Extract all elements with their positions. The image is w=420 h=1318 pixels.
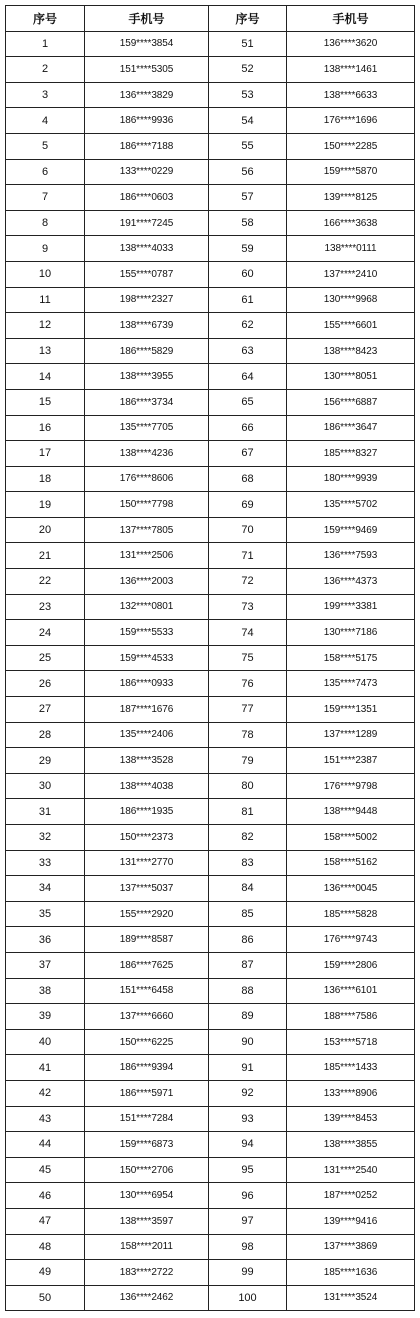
phone-right-cell: 185****1636 — [287, 1260, 415, 1286]
phone-left-cell: 159****6873 — [85, 1132, 209, 1158]
phone-right-cell: 156****6887 — [287, 389, 415, 415]
index-right-cell: 51 — [209, 31, 287, 57]
index-right-cell: 97 — [209, 1208, 287, 1234]
phone-left-cell: 138****6739 — [85, 313, 209, 339]
phone-left-cell: 131****2506 — [85, 543, 209, 569]
phone-left-cell: 186****0933 — [85, 671, 209, 697]
index-left-cell: 12 — [6, 313, 85, 339]
header-index-left: 序号 — [6, 6, 85, 32]
index-left-cell: 4 — [6, 108, 85, 134]
phone-right-cell: 137****3869 — [287, 1234, 415, 1260]
index-left-cell: 9 — [6, 236, 85, 262]
phone-right-cell: 139****8125 — [287, 185, 415, 211]
phone-left-cell: 133****0229 — [85, 159, 209, 185]
phone-left-cell: 138****4236 — [85, 441, 209, 467]
table-row — [6, 338, 415, 364]
index-right-cell: 93 — [209, 1106, 287, 1132]
phone-right-cell: 137****2410 — [287, 261, 415, 287]
table-row — [6, 159, 415, 185]
phone-left-cell: 155****2920 — [85, 901, 209, 927]
index-left-cell: 38 — [6, 978, 85, 1004]
table-row — [6, 364, 415, 390]
phone-left-cell: 137****6660 — [85, 1004, 209, 1030]
table-row — [6, 389, 415, 415]
phone-right-cell: 136****6101 — [287, 978, 415, 1004]
table-row — [6, 697, 415, 723]
index-right-cell: 100 — [209, 1285, 287, 1311]
index-right-cell: 75 — [209, 645, 287, 671]
table-row — [6, 287, 415, 313]
index-right-cell: 87 — [209, 952, 287, 978]
index-right-cell: 81 — [209, 799, 287, 825]
phone-right-cell: 185****1433 — [287, 1055, 415, 1081]
table-row — [6, 492, 415, 518]
index-right-cell: 80 — [209, 773, 287, 799]
table-row — [6, 978, 415, 1004]
table-row — [6, 1260, 415, 1286]
index-left-cell: 42 — [6, 1080, 85, 1106]
index-left-cell: 32 — [6, 825, 85, 851]
index-right-cell: 58 — [209, 210, 287, 236]
phone-left-cell: 151****5305 — [85, 57, 209, 83]
index-right-cell: 85 — [209, 901, 287, 927]
index-left-cell: 49 — [6, 1260, 85, 1286]
index-left-cell: 1 — [6, 31, 85, 57]
index-right-cell: 91 — [209, 1055, 287, 1081]
table-row — [6, 133, 415, 159]
table-row — [6, 594, 415, 620]
phone-right-cell: 135****7473 — [287, 671, 415, 697]
index-left-cell: 33 — [6, 850, 85, 876]
phone-right-cell: 138****0111 — [287, 236, 415, 262]
phone-left-cell: 159****4533 — [85, 645, 209, 671]
phone-left-cell: 138****3528 — [85, 748, 209, 774]
index-left-cell: 3 — [6, 82, 85, 108]
table-row — [6, 850, 415, 876]
phone-left-cell: 137****5037 — [85, 876, 209, 902]
phone-right-cell: 138****9448 — [287, 799, 415, 825]
index-left-cell: 10 — [6, 261, 85, 287]
index-left-cell: 22 — [6, 569, 85, 595]
phone-right-cell: 153****5718 — [287, 1029, 415, 1055]
table-row — [6, 236, 415, 262]
phone-right-cell: 188****7586 — [287, 1004, 415, 1030]
phone-right-cell: 137****1289 — [287, 722, 415, 748]
phone-left-cell: 130****6954 — [85, 1183, 209, 1209]
table-row — [6, 952, 415, 978]
index-right-cell: 99 — [209, 1260, 287, 1286]
table-row — [6, 1183, 415, 1209]
phone-left-cell: 186****0603 — [85, 185, 209, 211]
index-right-cell: 65 — [209, 389, 287, 415]
phone-right-cell: 158****5002 — [287, 825, 415, 851]
index-left-cell: 6 — [6, 159, 85, 185]
index-left-cell: 19 — [6, 492, 85, 518]
table-row — [6, 722, 415, 748]
phone-right-cell: 138****3855 — [287, 1132, 415, 1158]
table-row — [6, 1234, 415, 1260]
phone-right-cell: 185****8327 — [287, 441, 415, 467]
phone-left-cell: 189****8587 — [85, 927, 209, 953]
index-right-cell: 88 — [209, 978, 287, 1004]
phone-right-cell: 136****0045 — [287, 876, 415, 902]
index-right-cell: 60 — [209, 261, 287, 287]
phone-right-cell: 136****4373 — [287, 569, 415, 595]
phone-left-cell: 138****3597 — [85, 1208, 209, 1234]
phone-right-cell: 136****7593 — [287, 543, 415, 569]
phone-right-cell: 130****9968 — [287, 287, 415, 313]
index-right-cell: 78 — [209, 722, 287, 748]
index-right-cell: 98 — [209, 1234, 287, 1260]
table-row — [6, 108, 415, 134]
index-left-cell: 11 — [6, 287, 85, 313]
index-left-cell: 16 — [6, 415, 85, 441]
index-left-cell: 40 — [6, 1029, 85, 1055]
table-row — [6, 569, 415, 595]
phone-left-cell: 137****7805 — [85, 517, 209, 543]
phone-right-cell: 133****8906 — [287, 1080, 415, 1106]
index-left-cell: 17 — [6, 441, 85, 467]
phone-left-cell: 136****2462 — [85, 1285, 209, 1311]
phone-left-cell: 191****7245 — [85, 210, 209, 236]
index-left-cell: 41 — [6, 1055, 85, 1081]
index-right-cell: 90 — [209, 1029, 287, 1055]
table-row — [6, 645, 415, 671]
index-right-cell: 70 — [209, 517, 287, 543]
table-row — [6, 185, 415, 211]
phone-right-cell: 166****3638 — [287, 210, 415, 236]
phone-left-cell: 138****3955 — [85, 364, 209, 390]
index-left-cell: 15 — [6, 389, 85, 415]
phone-right-cell: 185****5828 — [287, 901, 415, 927]
index-right-cell: 57 — [209, 185, 287, 211]
phone-right-cell: 135****5702 — [287, 492, 415, 518]
index-left-cell: 46 — [6, 1183, 85, 1209]
header-phone-left: 手机号 — [85, 6, 209, 32]
index-left-cell: 23 — [6, 594, 85, 620]
index-right-cell: 86 — [209, 927, 287, 953]
phone-left-cell: 198****2327 — [85, 287, 209, 313]
table-row — [6, 31, 415, 57]
index-right-cell: 56 — [209, 159, 287, 185]
index-right-cell: 55 — [209, 133, 287, 159]
index-left-cell: 37 — [6, 952, 85, 978]
table-row — [6, 1004, 415, 1030]
index-left-cell: 25 — [6, 645, 85, 671]
index-right-cell: 96 — [209, 1183, 287, 1209]
phone-right-cell: 138****8423 — [287, 338, 415, 364]
phone-left-cell: 183****2722 — [85, 1260, 209, 1286]
index-left-cell: 20 — [6, 517, 85, 543]
index-left-cell: 47 — [6, 1208, 85, 1234]
phone-right-cell: 130****8051 — [287, 364, 415, 390]
table-row — [6, 1029, 415, 1055]
index-left-cell: 34 — [6, 876, 85, 902]
table-row — [6, 1080, 415, 1106]
table-row — [6, 517, 415, 543]
table-row — [6, 901, 415, 927]
phone-left-cell: 186****7625 — [85, 952, 209, 978]
phone-right-cell: 139****9416 — [287, 1208, 415, 1234]
index-left-cell: 28 — [6, 722, 85, 748]
phone-left-cell: 131****2770 — [85, 850, 209, 876]
table-row — [6, 543, 415, 569]
phone-left-cell: 187****1676 — [85, 697, 209, 723]
phone-right-cell: 136****3620 — [287, 31, 415, 57]
index-left-cell: 14 — [6, 364, 85, 390]
phone-left-cell: 136****2003 — [85, 569, 209, 595]
index-left-cell: 7 — [6, 185, 85, 211]
phone-left-cell: 159****3854 — [85, 31, 209, 57]
table-row — [6, 261, 415, 287]
phone-left-cell: 150****2706 — [85, 1157, 209, 1183]
phone-right-cell: 176****9743 — [287, 927, 415, 953]
index-left-cell: 39 — [6, 1004, 85, 1030]
index-left-cell: 18 — [6, 466, 85, 492]
table-row — [6, 927, 415, 953]
phone-left-cell: 159****5533 — [85, 620, 209, 646]
phone-left-cell: 135****7705 — [85, 415, 209, 441]
phone-left-cell: 132****0801 — [85, 594, 209, 620]
index-left-cell: 43 — [6, 1106, 85, 1132]
table-row — [6, 441, 415, 467]
phone-right-cell: 159****9469 — [287, 517, 415, 543]
phone-right-cell: 131****2540 — [287, 1157, 415, 1183]
index-right-cell: 94 — [209, 1132, 287, 1158]
index-right-cell: 61 — [209, 287, 287, 313]
phone-right-cell: 130****7186 — [287, 620, 415, 646]
header-row — [6, 6, 415, 32]
index-left-cell: 45 — [6, 1157, 85, 1183]
index-left-cell: 5 — [6, 133, 85, 159]
table-body — [6, 31, 415, 1311]
phone-left-cell: 155****0787 — [85, 261, 209, 287]
index-right-cell: 82 — [209, 825, 287, 851]
index-left-cell: 48 — [6, 1234, 85, 1260]
phone-right-cell: 139****8453 — [287, 1106, 415, 1132]
table-row — [6, 671, 415, 697]
phone-left-cell: 158****2011 — [85, 1234, 209, 1260]
phone-left-cell: 186****9936 — [85, 108, 209, 134]
index-left-cell: 26 — [6, 671, 85, 697]
index-left-cell: 50 — [6, 1285, 85, 1311]
phone-left-cell: 151****6458 — [85, 978, 209, 1004]
phone-right-cell: 176****9798 — [287, 773, 415, 799]
phone-left-cell: 186****9394 — [85, 1055, 209, 1081]
index-left-cell: 35 — [6, 901, 85, 927]
index-right-cell: 76 — [209, 671, 287, 697]
phone-left-cell: 186****1935 — [85, 799, 209, 825]
phone-right-cell: 138****1461 — [287, 57, 415, 83]
phone-left-cell: 150****2373 — [85, 825, 209, 851]
index-right-cell: 63 — [209, 338, 287, 364]
table-row — [6, 1208, 415, 1234]
table-row — [6, 799, 415, 825]
table-row — [6, 825, 415, 851]
table-row — [6, 210, 415, 236]
phone-right-cell: 159****1351 — [287, 697, 415, 723]
phone-right-cell: 151****2387 — [287, 748, 415, 774]
phone-left-cell: 135****2406 — [85, 722, 209, 748]
phone-right-cell: 138****6633 — [287, 82, 415, 108]
table-row — [6, 620, 415, 646]
index-left-cell: 24 — [6, 620, 85, 646]
index-left-cell: 44 — [6, 1132, 85, 1158]
index-right-cell: 92 — [209, 1080, 287, 1106]
phone-left-cell: 186****3734 — [85, 389, 209, 415]
index-left-cell: 31 — [6, 799, 85, 825]
header-index-right: 序号 — [209, 6, 287, 32]
phone-right-cell: 176****1696 — [287, 108, 415, 134]
index-right-cell: 95 — [209, 1157, 287, 1183]
table-row — [6, 57, 415, 83]
phone-right-cell: 159****2806 — [287, 952, 415, 978]
phone-left-cell: 151****7284 — [85, 1106, 209, 1132]
table-row — [6, 748, 415, 774]
table-row — [6, 1055, 415, 1081]
phone-right-cell: 155****6601 — [287, 313, 415, 339]
index-left-cell: 21 — [6, 543, 85, 569]
header-phone-right: 手机号 — [287, 6, 415, 32]
table-row — [6, 876, 415, 902]
table-row — [6, 313, 415, 339]
phone-right-cell: 158****5175 — [287, 645, 415, 671]
phone-right-cell: 199****3381 — [287, 594, 415, 620]
phone-number-table — [5, 5, 415, 1311]
index-right-cell: 68 — [209, 466, 287, 492]
index-right-cell: 64 — [209, 364, 287, 390]
table-row — [6, 466, 415, 492]
index-right-cell: 71 — [209, 543, 287, 569]
index-right-cell: 73 — [209, 594, 287, 620]
index-right-cell: 53 — [209, 82, 287, 108]
index-right-cell: 84 — [209, 876, 287, 902]
index-left-cell: 13 — [6, 338, 85, 364]
index-right-cell: 67 — [209, 441, 287, 467]
index-left-cell: 30 — [6, 773, 85, 799]
phone-left-cell: 150****6225 — [85, 1029, 209, 1055]
table-row — [6, 1132, 415, 1158]
index-right-cell: 54 — [209, 108, 287, 134]
index-right-cell: 79 — [209, 748, 287, 774]
table-row — [6, 82, 415, 108]
index-right-cell: 66 — [209, 415, 287, 441]
phone-left-cell: 186****5829 — [85, 338, 209, 364]
index-right-cell: 59 — [209, 236, 287, 262]
phone-left-cell: 150****7798 — [85, 492, 209, 518]
phone-left-cell: 186****7188 — [85, 133, 209, 159]
phone-left-cell: 186****5971 — [85, 1080, 209, 1106]
table-row — [6, 1285, 415, 1311]
index-left-cell: 2 — [6, 57, 85, 83]
index-left-cell: 27 — [6, 697, 85, 723]
phone-left-cell: 138****4033 — [85, 236, 209, 262]
phone-left-cell: 138****4038 — [85, 773, 209, 799]
index-right-cell: 83 — [209, 850, 287, 876]
table-row — [6, 415, 415, 441]
index-right-cell: 52 — [209, 57, 287, 83]
phone-left-cell: 136****3829 — [85, 82, 209, 108]
index-right-cell: 62 — [209, 313, 287, 339]
index-right-cell: 77 — [209, 697, 287, 723]
phone-right-cell: 186****3647 — [287, 415, 415, 441]
index-left-cell: 8 — [6, 210, 85, 236]
phone-left-cell: 176****8606 — [85, 466, 209, 492]
index-right-cell: 69 — [209, 492, 287, 518]
phone-right-cell: 180****9939 — [287, 466, 415, 492]
index-right-cell: 72 — [209, 569, 287, 595]
index-left-cell: 29 — [6, 748, 85, 774]
table-row — [6, 773, 415, 799]
table-row — [6, 1157, 415, 1183]
index-right-cell: 74 — [209, 620, 287, 646]
table-row — [6, 1106, 415, 1132]
phone-right-cell: 131****3524 — [287, 1285, 415, 1311]
index-left-cell: 36 — [6, 927, 85, 953]
phone-right-cell: 150****2285 — [287, 133, 415, 159]
index-right-cell: 89 — [209, 1004, 287, 1030]
phone-right-cell: 159****5870 — [287, 159, 415, 185]
phone-right-cell: 187****0252 — [287, 1183, 415, 1209]
phone-right-cell: 158****5162 — [287, 850, 415, 876]
